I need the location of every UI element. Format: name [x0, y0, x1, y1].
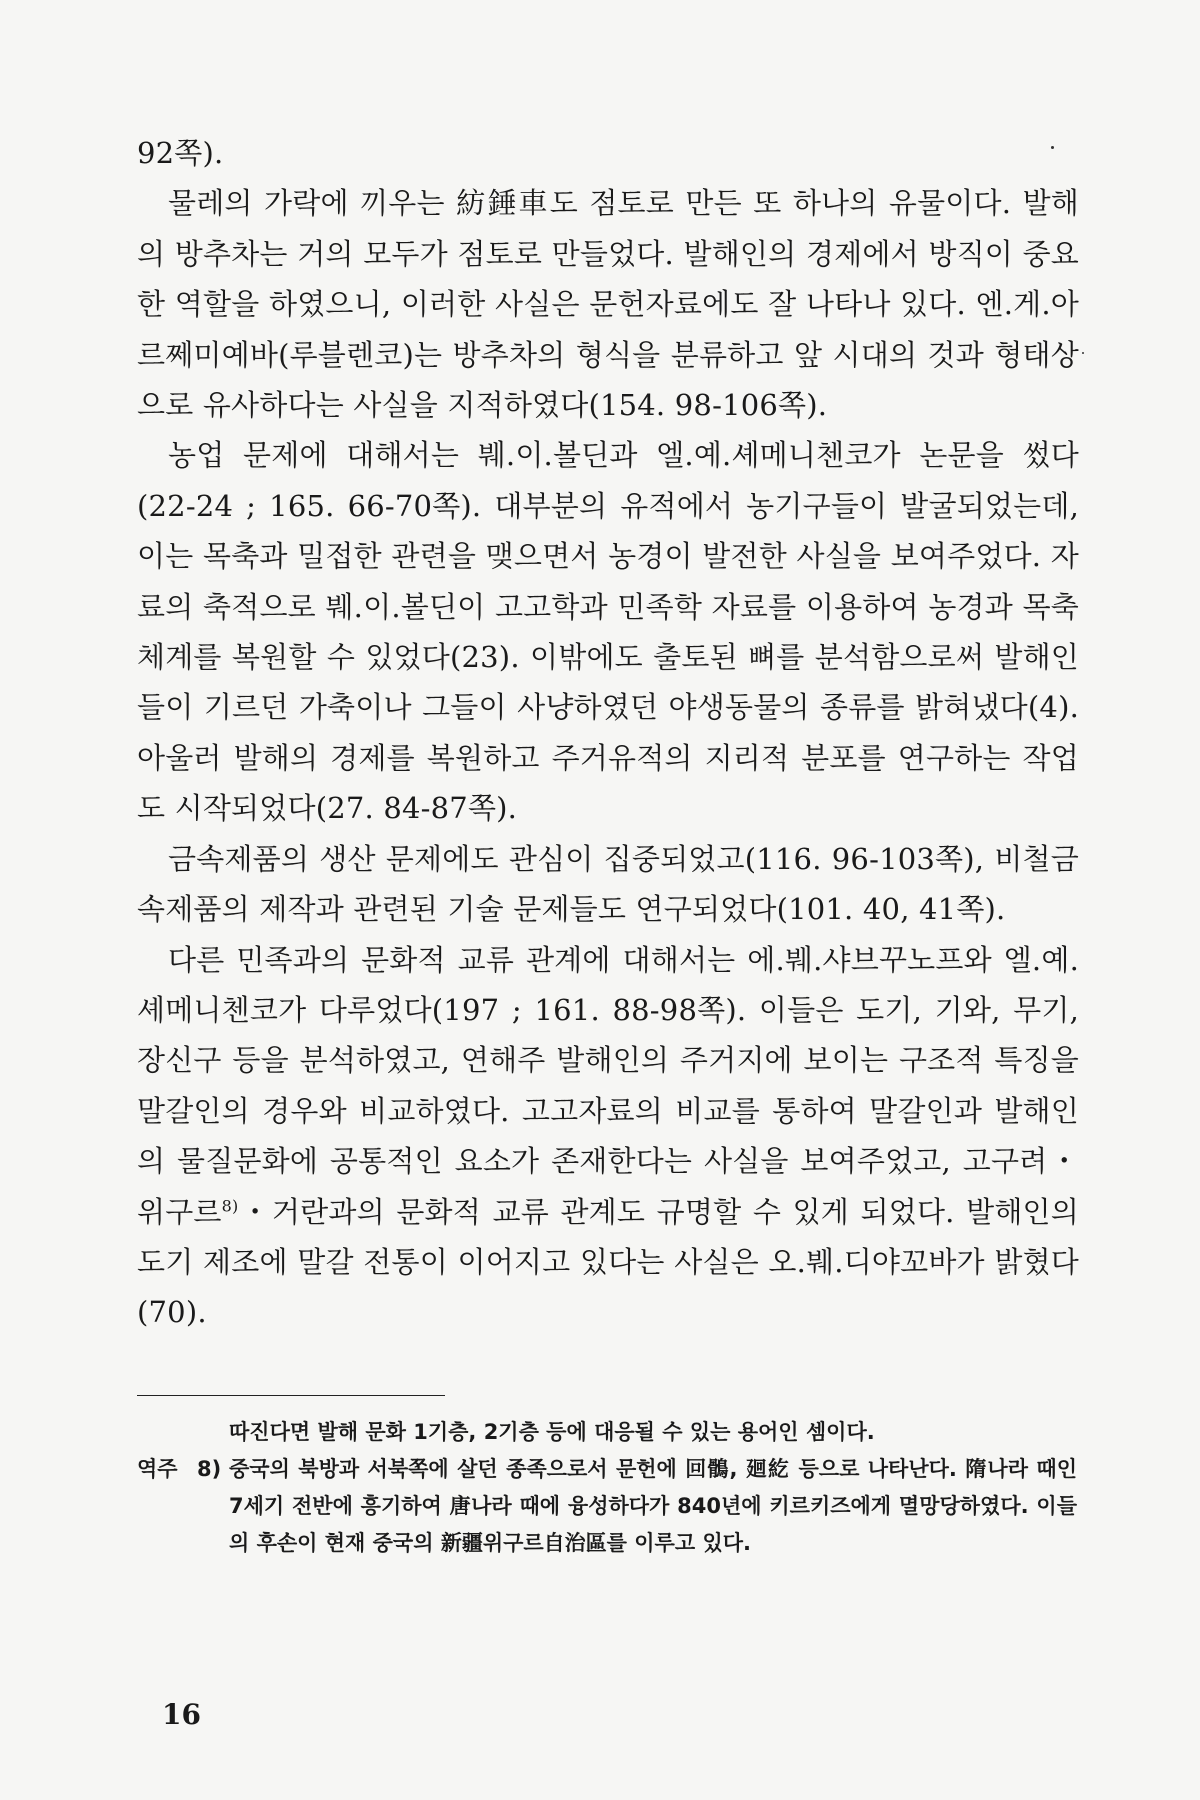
- paragraph-agriculture: 농업 문제에 대해서는 붸.이.볼딘과 엘.예.셰메니첸코가 논문을 썼다 (22-24 ; 165. 66-70쪽). 대부분의 유적에서 농기구들이 발굴되었는데, 이는 목축과 밀접한 관련을 맺으면서 농경이 발전한 사실을 보여주었다. 자료의 축적으로 붸.이.볼딘이 고고학과 민족학 자료를 이용하여 농경과 목축 체계를 복원할 수 있었다(23). 이밖에도 출토된 뼈를 분석함으로써 발해인들이 기르던 가축이나 그들이 사냥하였던 야생동물의 종류를 밝혀냈다(4). 아울러 발해의 경제를 복원하고 주거유적의 지리적 분포를 연구하는 작업도 시작되었다(27. 84-87쪽).: [137, 438, 1079, 826]
- scan-speck: [1051, 146, 1054, 149]
- footnote-reference-marker[interactable]: 8): [221, 1195, 239, 1215]
- scan-speck: [1082, 352, 1084, 354]
- footnote-divider: [137, 1395, 445, 1396]
- paragraph-continuation: 92쪽).: [137, 136, 224, 170]
- page-number: 16: [162, 1698, 201, 1731]
- cultural-exchange-text-a: 다른 민족과의 문화적 교류 관계에 대해서는 에.붸.샤브꾸노프와 엘.예.셰메니첸코가 다루었다(197 ; 161. 88-98쪽). 이들은 도기, 기와, 무기, 장신구 등을 분석하였고, 연해주 발해인의 주거지에 보이는 구조적 특징을 말갈인의 경우와 비교하였다. 고고자료의 비교를 통하여 말갈인과 발해인의 물질문화에 공통적인 요소가 존재한다는 사실을 보여주었고, 고구려・위구르: [137, 942, 1079, 1229]
- paragraph-metal-products: 금속제품의 생산 문제에도 관심이 집중되었고(116. 96-103쪽), 비철금속제품의 제작과 관련된 기술 문제들도 연구되었다(101. 40, 41쪽).: [137, 841, 1079, 927]
- translator-note-number: 8): [197, 1457, 222, 1481]
- cultural-exchange-text-b: ・거란과의 문화적 교류 관계도 규명할 수 있게 되었다. 발해인의 도기 제조에 말갈 전통이 이어지고 있다는 사실은 오.붸.디야꼬바가 밝혔다(70).: [137, 1194, 1079, 1330]
- paragraph-spindle-whorl: 물레의 가락에 끼우는 紡錘車도 점토로 만든 또 하나의 유물이다. 발해의 방추차는 거의 모두가 점토로 만들었다. 발해인의 경제에서 방직이 중요한 역할을 하였으니, 이러한 사실은 문헌자료에도 잘 나타나 있다. 엔.게.아르쩨미예바(루블렌코)는 방추차의 형식을 분류하고 앞 시대의 것과 형태상으로 유사하다는 사실을 지적하였다(154. 98-106쪽).: [137, 186, 1079, 423]
- translator-note-label: 역주: [137, 1457, 178, 1481]
- translator-note-text: 중국의 북방과 서북쪽에 살던 종족으로서 문헌에 回鶻, 廻紇 등으로 나타난다. 隋나라 때인 7세기 전반에 흥기하여 唐나라 때에 융성하다가 840년에 키르키즈에게 멸망당하였다. 이들의 후손이 현재 중국의 新疆위구르自治區를 이루고 있다.: [229, 1457, 1077, 1555]
- footnotes: [137, 1414, 1077, 1562]
- main-text: [137, 128, 1079, 1338]
- paragraph-cultural-exchange: [137, 935, 1079, 1338]
- footnote-continued: 따진다면 발해 문화 1기층, 2기층 등에 대응될 수 있는 용어인 셈이다.: [229, 1420, 875, 1444]
- translator-note: [137, 1451, 1077, 1562]
